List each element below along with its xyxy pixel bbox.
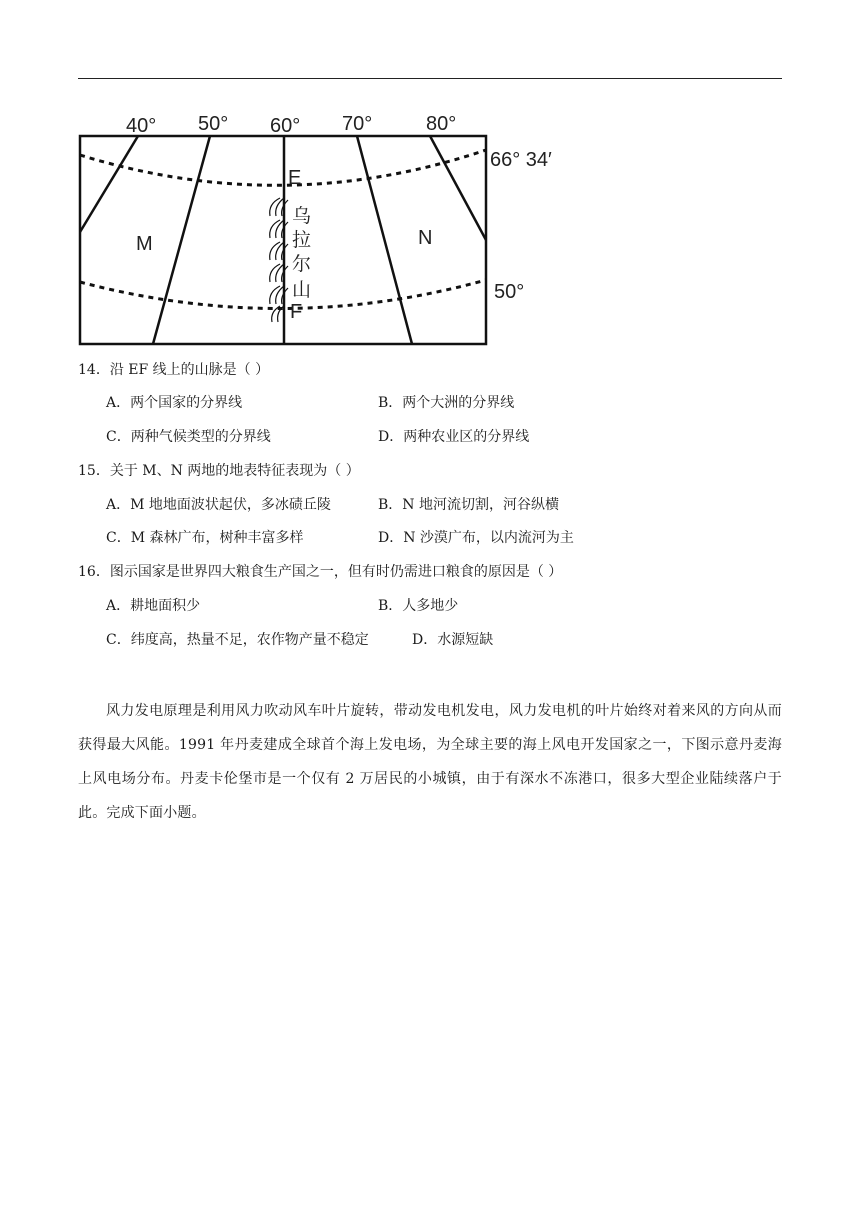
question-16-option-a[interactable]: A．耕地面积少 — [106, 598, 201, 614]
question-16-option-c[interactable]: C．纬度高，热量不足，农作物产量不稳定 — [106, 632, 369, 648]
lon-label-80: 80° — [426, 113, 457, 135]
question-14-option-d[interactable]: D．两种农业区的分界线 — [378, 429, 530, 445]
lon-label-70: 70° — [342, 113, 373, 135]
mountain-name-char-2: 拉 — [292, 230, 312, 251]
lon-label-40: 40° — [126, 115, 157, 137]
question-14-option-c[interactable]: C．两种气候类型的分界线 — [106, 429, 271, 445]
header-rule — [78, 78, 782, 79]
lon-label-50: 50° — [198, 113, 229, 135]
point-e: E — [288, 167, 302, 189]
question-14-option-b[interactable]: B．两个大洲的分界线 — [378, 395, 515, 411]
lon-label-60: 60° — [270, 115, 301, 137]
point-f: F — [290, 301, 303, 323]
mountain-name-char-1: 乌 — [292, 206, 312, 227]
question-16-stem: 16．图示国家是世界四大粮食生产国之一，但有时仍需进口粮食的原因是（ ） — [78, 564, 563, 580]
meridian-50 — [153, 136, 210, 344]
mountain-name-char-4: 山 — [292, 280, 312, 301]
lat-label-50: 50° — [494, 281, 525, 303]
question-14-option-a[interactable]: A．两个国家的分界线 — [106, 395, 243, 411]
lat-label-arctic-circle: 66° 34′ — [490, 149, 552, 171]
question-15-option-a[interactable]: A．M 地地面波状起伏，多冰碛丘陵 — [106, 497, 331, 513]
question-15-option-c[interactable]: C．M 森林广布，树种丰富多样 — [106, 530, 304, 546]
question-15-option-b[interactable]: B．N 地河流切割，河谷纵横 — [378, 497, 559, 513]
region-n: N — [418, 227, 433, 249]
meridian-40 — [80, 136, 138, 232]
ural-map — [60, 100, 600, 350]
question-15-stem: 15．关于 M、N 两地的地表特征表现为（ ） — [78, 463, 360, 479]
mountain-name-char-3: 尔 — [292, 254, 312, 275]
question-15-option-d[interactable]: D．N 沙漠广布，以内流河为主 — [378, 530, 574, 546]
meridian-70 — [357, 136, 412, 344]
question-16-option-b[interactable]: B．人多地少 — [378, 598, 459, 614]
region-m: M — [136, 233, 153, 255]
question-16-option-d[interactable]: D．水源短缺 — [412, 632, 494, 648]
question-14-stem: 14．沿 EF 线上的山脉是（ ） — [78, 362, 270, 378]
mountain-symbols — [270, 198, 288, 322]
reading-passage: 风力发电原理是利用风力吹动风车叶片旋转，带动发电机发电，风力发电机的叶片始终对着来风的方向从而获得最大风能。1991 年丹麦建成全球首个海上发电场，为全球主要的海上风电开发国家之一，下图示意丹麦海上风电场分布。丹麦卡伦堡市是一个仅有 2 万居民的小城镇，由于有深水不冻港口，很多大型企业陆续落户于此。完成下面小题。 — [78, 703, 782, 821]
